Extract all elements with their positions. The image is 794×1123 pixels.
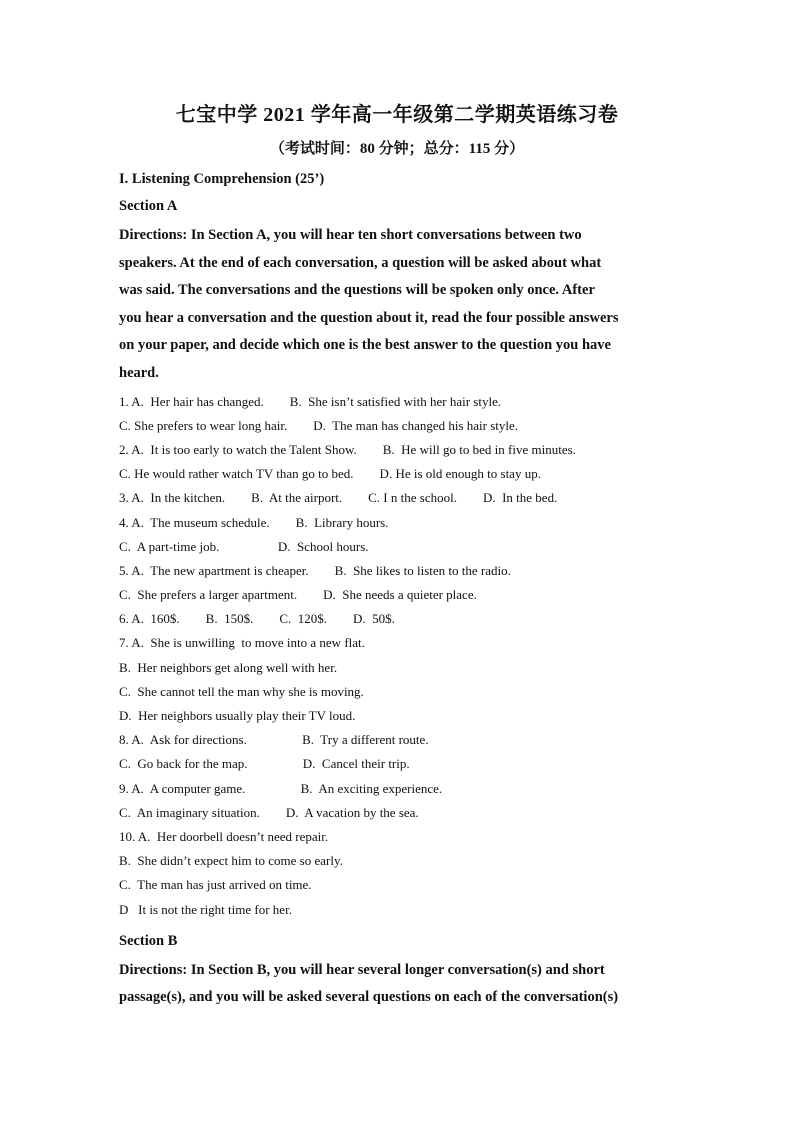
section-b xyxy=(119,930,679,1012)
question-line: C. He would rather watch TV than go to bed. D. He is old enough to stay up. xyxy=(119,466,541,482)
directions-line: was said. The conversations and the questions will be spoken only once. After xyxy=(119,282,595,299)
question-line: B. She didn’t expect him to come so early. xyxy=(119,853,343,869)
question-line: C. An imaginary situation. D. A vacation by the sea. xyxy=(119,804,419,820)
question-line: 5. A. The new apartment is cheaper. B. She likes to listen to the radio. xyxy=(119,562,511,578)
question-line: 6. A. 160$. B. 150$. C. 120$. D. 50$. xyxy=(119,611,395,627)
part-heading: I. Listening Comprehension (25’) xyxy=(119,171,325,187)
question-line: C. The man has just arrived on time. xyxy=(119,877,312,893)
page-title: 七宝中学 2021 学年高一年级第二学期英语练习卷 xyxy=(175,104,619,126)
directions-line: heard. xyxy=(119,364,159,381)
directions-line: speakers. At the end of each conversation, a question will be asked about what xyxy=(119,254,602,271)
directions-line: Directions: In Section B, you will hear several longer conversation(s) and short xyxy=(119,961,605,978)
question-line: C. She prefers a larger apartment. D. She needs a quieter place. xyxy=(119,587,477,603)
question-line: 8. A. Ask for directions. B. Try a different route. xyxy=(119,732,429,748)
directions-line: passage(s), and you will be asked several questions on each of the conversation(s) xyxy=(119,989,619,1006)
question-line: C. Go back for the map. D. Cancel their trip. xyxy=(119,756,410,772)
question-line: D It is not the right time for her. xyxy=(119,901,292,917)
question-line: 10. A. Her doorbell doesn’t need repair. xyxy=(119,828,329,844)
section-b-heading: Section B xyxy=(119,932,178,949)
question-line: 4. A. The museum schedule. B. Library hours. xyxy=(119,514,389,530)
directions-line: you hear a conversation and the question about it, read the four possible answers xyxy=(119,309,619,326)
directions-line: on your paper, and decide which one is the best answer to the question you have xyxy=(119,337,611,354)
question-line: 7. A. She is unwilling to move into a new flat. xyxy=(119,635,365,651)
section-a-directions xyxy=(119,222,679,388)
question-line: D. Her neighbors usually play their TV loud. xyxy=(119,708,356,723)
exam-body xyxy=(119,168,679,1012)
question-line: C. A part-time job. D. School hours. xyxy=(119,538,369,554)
question-line: 3. A. In the kitchen. B. At the airport. C. I n the school. D. In the bed. xyxy=(119,490,558,506)
question-line: 9. A. A computer game. B. An exciting experience. xyxy=(119,780,443,796)
section-a-heading: Section A xyxy=(119,198,178,214)
question-line: C. She cannot tell the man why she is moving. xyxy=(119,683,364,699)
exam-info: （考试时间：80 分钟；总分：115 分） xyxy=(269,141,525,157)
directions-line: Directions: In Section A, you will hear ten short conversations between two xyxy=(119,227,582,243)
question-line: 1. A. Her hair has changed. B. She isn’t satisfied with her hair style. xyxy=(119,393,502,409)
question-line: B. Her neighbors get along well with her. xyxy=(119,659,338,675)
section-a-questions xyxy=(119,390,679,922)
question-line: 2. A. It is too early to watch the Talent Show. B. He will go to bed in five minutes. xyxy=(119,441,576,457)
question-line: C. She prefers to wear long hair. D. The man has changed his hair style. xyxy=(119,417,519,433)
